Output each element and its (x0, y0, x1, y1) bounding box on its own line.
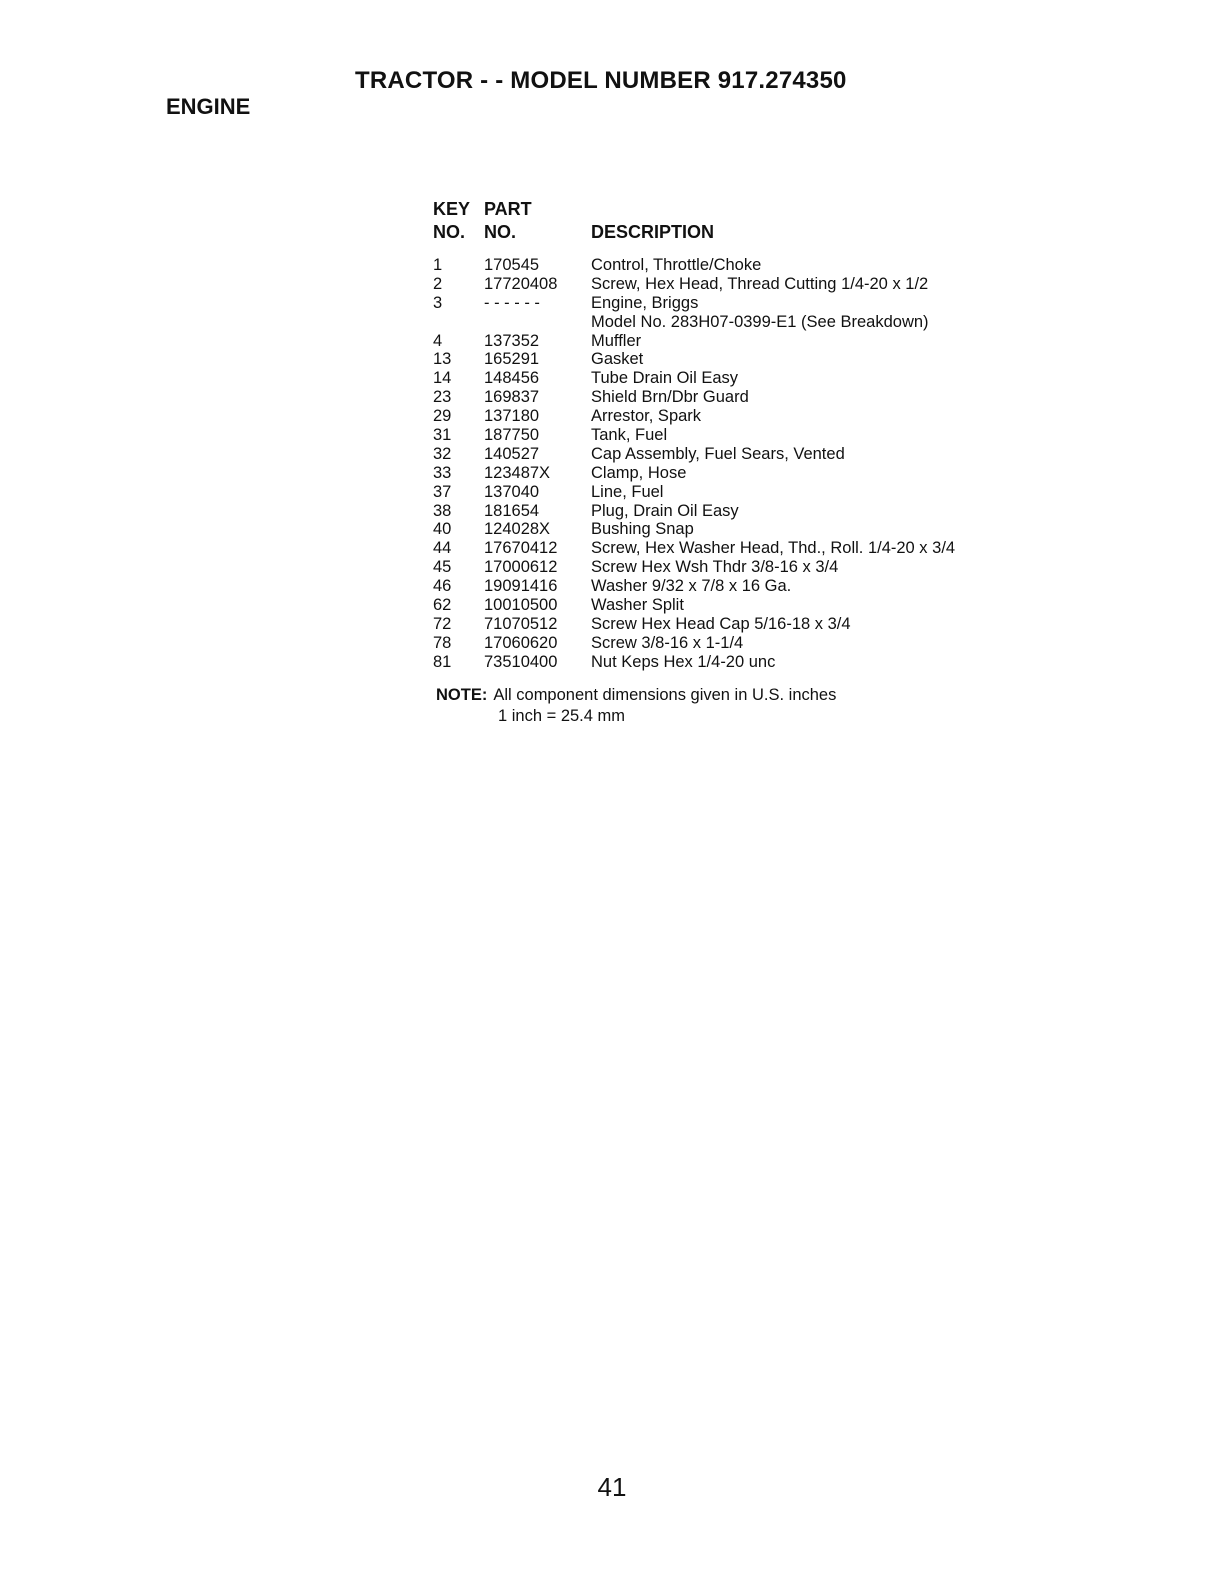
page-number: 41 (597, 1472, 627, 1502)
part-number-cell: 123487X (484, 463, 551, 482)
key-cell: 45 (433, 558, 452, 577)
table-row (433, 369, 1013, 388)
page-title: TRACTOR - - MODEL NUMBER 917.274350 (355, 67, 847, 94)
key-cell: 72 (433, 614, 452, 633)
part-number-cell: 10010500 (484, 596, 558, 615)
table-row (433, 615, 1013, 634)
description-cell: Model No. 283H07-0399-E1 (See Breakdown) (591, 312, 929, 331)
description-cell: Cap Assembly, Fuel Sears, Vented (591, 444, 845, 463)
key-cell: 13 (433, 350, 452, 369)
description-cell: Control, Throttle/Choke (591, 256, 762, 274)
table-row (433, 350, 1013, 369)
part-number-cell: 19091416 (484, 577, 558, 596)
table-row (433, 445, 1013, 464)
part-number-cell: 124028X (484, 520, 551, 539)
description-cell: Tube Drain Oil Easy (591, 369, 739, 388)
key-cell: 14 (433, 369, 452, 388)
table-row (433, 388, 1013, 407)
note (436, 686, 836, 705)
key-cell: 33 (433, 463, 452, 482)
note-conversion: 1 inch = 25.4 mm (498, 707, 626, 725)
parts-list (433, 256, 1013, 672)
part-number-cell: 140527 (484, 444, 540, 463)
part-number-cell: 137040 (484, 482, 540, 501)
description-cell: Nut Keps Hex 1/4-20 unc (591, 652, 776, 671)
section-title: ENGINE (166, 94, 251, 119)
part-number-cell: 137180 (484, 407, 540, 426)
key-cell: 32 (433, 444, 452, 463)
table-row (433, 502, 1013, 521)
description-cell: Bushing Snap (591, 520, 694, 539)
key-cell: 3 (433, 293, 443, 312)
part-number-cell: 17670412 (484, 539, 558, 558)
key-cell: 46 (433, 577, 452, 596)
description-cell: Clamp, Hose (591, 463, 687, 482)
key-cell: 1 (433, 256, 443, 274)
description-header: DESCRIPTION (591, 222, 715, 242)
part-number-cell: 169837 (484, 388, 540, 407)
description-cell: Screw, Hex Washer Head, Thd., Roll. 1/4-20 x 3/4 (591, 539, 956, 558)
part-number-cell: 137352 (484, 331, 540, 350)
note-label: NOTE: (436, 686, 488, 704)
table-row (433, 653, 1013, 672)
description-cell: Line, Fuel (591, 482, 664, 501)
part-number-cell: 165291 (484, 350, 540, 369)
description-cell: Gasket (591, 350, 644, 369)
table-row (433, 294, 1013, 313)
description-cell: Arrestor, Spark (591, 407, 702, 426)
description-cell: Screw 3/8-16 x 1-1/4 (591, 633, 744, 652)
description-cell: Screw Hex Wsh Thdr 3/8-16 x 3/4 (591, 558, 839, 577)
part-number-cell: 71070512 (484, 614, 558, 633)
description-cell: Muffler (591, 331, 642, 350)
description-cell: Tank, Fuel (591, 426, 668, 445)
table-row (433, 426, 1013, 445)
key-cell: 2 (433, 274, 443, 293)
table-row (433, 313, 1013, 332)
key-cell: 40 (433, 520, 452, 539)
part-header-line1: PART (484, 199, 532, 219)
key-cell: 29 (433, 407, 452, 426)
part-number-cell: 181654 (484, 501, 540, 520)
key-cell: 62 (433, 596, 452, 615)
description-cell: Screw Hex Head Cap 5/16-18 x 3/4 (591, 614, 851, 633)
description-cell: Plug, Drain Oil Easy (591, 501, 739, 520)
part-number-cell: 148456 (484, 369, 540, 388)
key-cell: 44 (433, 539, 452, 558)
key-cell: 38 (433, 501, 452, 520)
part-number-cell: 187750 (484, 426, 540, 445)
part-number-cell: 73510400 (484, 652, 558, 671)
description-cell: Washer Split (591, 596, 684, 615)
key-cell: 31 (433, 426, 452, 445)
table-row (433, 596, 1013, 615)
part-number-cell: 170545 (484, 256, 540, 274)
part-number-cell: 17060620 (484, 633, 558, 652)
description-cell: Screw, Hex Head, Thread Cutting 1/4-20 x 1/2 (591, 274, 929, 293)
table-row (433, 275, 1013, 294)
table-row (433, 464, 1013, 483)
table-row (433, 558, 1013, 577)
description-cell: Shield Brn/Dbr Guard (591, 388, 749, 407)
table-row (433, 634, 1013, 653)
key-cell: 78 (433, 633, 452, 652)
part-number-cell: 17000612 (484, 558, 558, 577)
table-row (433, 483, 1013, 502)
table-row (433, 539, 1013, 558)
key-header-line2: NO. (433, 222, 466, 242)
table-row (433, 520, 1013, 539)
note-text: All component dimensions given in U.S. inches (493, 686, 837, 704)
part-number-cell: 17720408 (484, 274, 558, 293)
description-cell: Engine, Briggs (591, 293, 699, 312)
part-header-line2: NO. (484, 222, 517, 242)
part-number-cell: - - - - - - (484, 293, 540, 312)
key-header-line1: KEY (433, 199, 471, 219)
key-cell: 4 (433, 331, 443, 350)
table-row (433, 407, 1013, 426)
key-cell: 37 (433, 482, 452, 501)
table-row (433, 256, 1013, 275)
description-cell: Washer 9/32 x 7/8 x 16 Ga. (591, 577, 792, 596)
key-cell: 81 (433, 652, 452, 671)
key-cell: 23 (433, 388, 452, 407)
table-row (433, 577, 1013, 596)
table-row (433, 332, 1013, 351)
